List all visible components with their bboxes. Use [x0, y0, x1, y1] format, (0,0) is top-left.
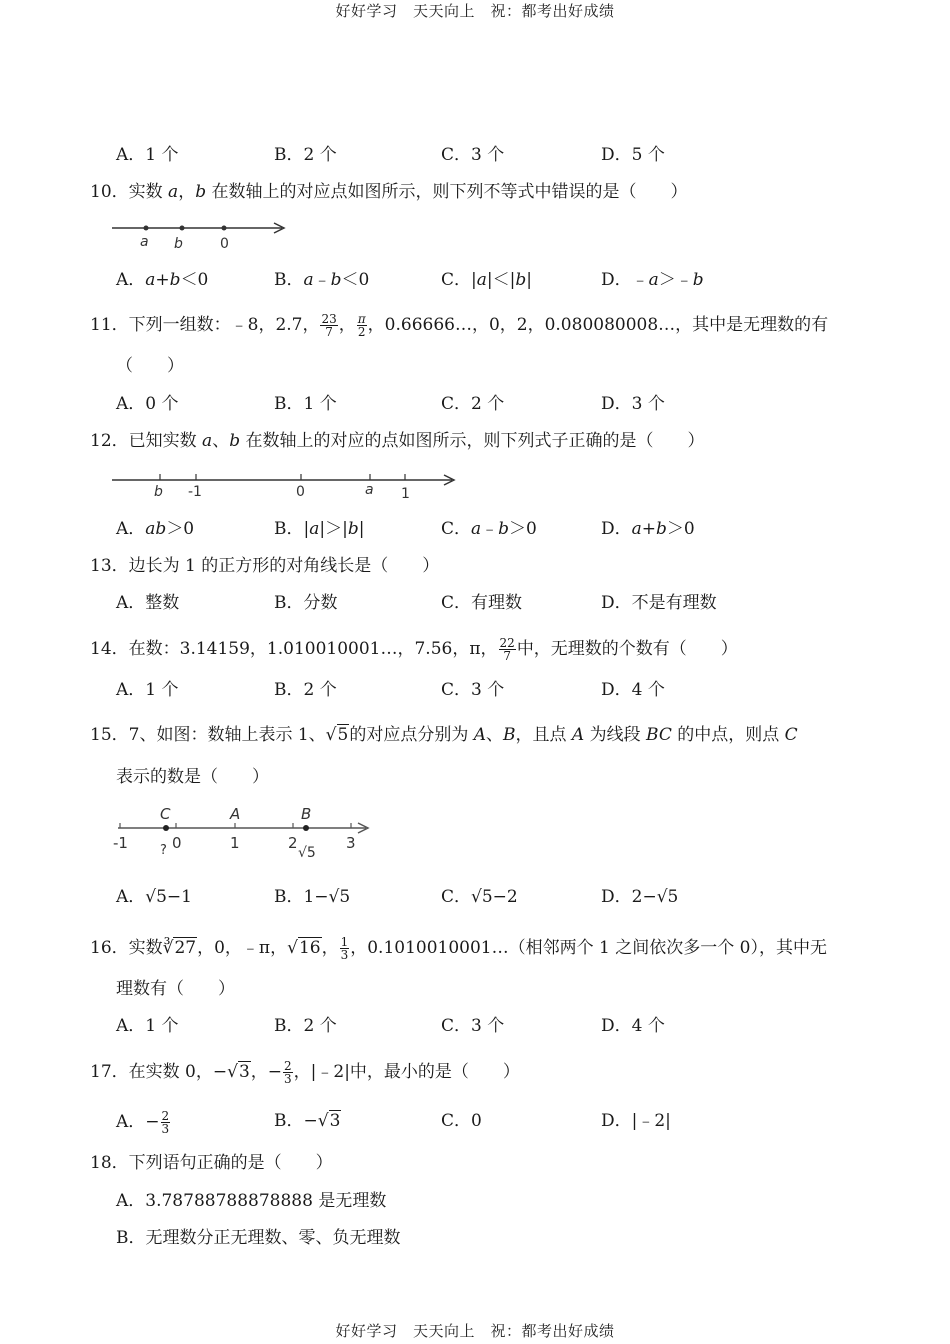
q14-option-c: C．3 个 [441, 680, 505, 700]
q12-number-line [110, 470, 460, 504]
q11-option-d: D．3 个 [601, 394, 665, 414]
q9-option-c: C．3 个 [441, 145, 505, 165]
axis-label-one: 1 [230, 834, 240, 852]
axis-label-a: A [230, 805, 241, 823]
q10-option-c: C．|a|＜|b| [441, 270, 532, 290]
axis-label-two: 2 [288, 834, 298, 852]
q16-stem-cont: 理数有（ ） [116, 979, 235, 999]
axis-label-neg-one: -1 [188, 484, 202, 500]
q18-option-a: A．3.78788788878888 是无理数 [116, 1191, 387, 1211]
q10-stem: 10．实数 a，b 在数轴上的对应点如图所示，则下列不等式中错误的是（ ） [90, 182, 688, 202]
q11-option-c: C．2 个 [441, 394, 505, 414]
axis-label-zero: 0 [296, 484, 305, 500]
q14-stem: 14．在数：3.14159，1.010010001…，7.56，π， $\frac{22}{7}$ 中，无理数的个数有（ ） [90, 636, 738, 663]
q17-option-c: C．0 [441, 1111, 482, 1131]
q16-option-a: A．1 个 [116, 1016, 179, 1036]
q17-option-d: D．|﹣2| [601, 1111, 671, 1131]
q11-option-b: B．1 个 [274, 394, 337, 414]
q12-option-b: B．|a|＞|b| [274, 519, 365, 539]
q15-option-c: C．√5−2 [441, 887, 518, 907]
q14-option-a: A．1 个 [116, 680, 179, 700]
axis-label-zero: 0 [172, 834, 182, 852]
axis-label-zero: 0 [220, 236, 229, 252]
q12-option-d: D．a+b＞0 [601, 519, 695, 539]
axis-label-neg-one: -1 [113, 834, 128, 852]
q15-option-d: D．2−√5 [601, 887, 679, 907]
q12-option-c: C．a﹣b＞0 [441, 519, 537, 539]
axis-label-question: ? [160, 843, 167, 858]
q11-stem: 11．下列一组数：﹣8，2.7， $\frac{23}{7}$ ， $\frac{\pi}{2}$ ，0.66666…，0，2，0.080080008…，其中是无理数的有 [90, 312, 829, 339]
q10-option-a: A．a+b＜0 [116, 270, 209, 290]
q11-option-a: A．0 个 [116, 394, 179, 414]
q9-option-b: B．2 个 [274, 145, 337, 165]
axis-label-b: B [301, 805, 312, 823]
q12-stem: 12．已知实数 a、b 在数轴上的对应的点如图所示，则下列式子正确的是（ ） [90, 431, 705, 451]
q13-option-c: C．有理数 [441, 593, 523, 613]
q13-option-a: A．整数 [116, 593, 180, 613]
q17-option-a: A．− $\frac{2}{3}$ [116, 1109, 170, 1136]
q16-option-c: C．3 个 [441, 1016, 505, 1036]
q13-option-b: B．分数 [274, 593, 338, 613]
q13-option-d: D．不是有理数 [601, 593, 717, 613]
q15-stem-cont: 表示的数是（ ） [116, 767, 269, 787]
axis-label-c: C [160, 805, 171, 823]
q14-option-d: D．4 个 [601, 680, 665, 700]
axis-label-b: b [154, 484, 163, 500]
q14-option-b: B．2 个 [274, 680, 337, 700]
axis-label-b: b [174, 236, 183, 252]
q17-option-b: B．−√3 [274, 1111, 341, 1131]
axis-label-a: a [365, 482, 374, 498]
q12-option-a: A．ab＞0 [116, 519, 195, 539]
q9-option-d: D．5 个 [601, 145, 665, 165]
q10-number-line [110, 218, 290, 254]
q16-stem: 16．实数∛27，0，﹣π，√16， $\frac{1}{3}$ ，0.1010010001…（相邻两个 1 之间依次多一个 0），其中无 [90, 935, 827, 962]
axis-label-sqrt5: √5 [298, 845, 316, 861]
q9-option-a: A．1 个 [116, 145, 179, 165]
q18-option-b: B．无理数分正无理数、零、负无理数 [116, 1228, 401, 1248]
q16-option-d: D．4 个 [601, 1016, 665, 1036]
page-header: 好好学习 天天向上 祝：都考出好成绩 [335, 2, 615, 20]
q16-option-b: B．2 个 [274, 1016, 337, 1036]
page-footer: 好好学习 天天向上 祝：都考出好成绩 [335, 1322, 615, 1340]
q15-option-b: B．1−√5 [274, 887, 351, 907]
axis-label-three: 3 [346, 834, 356, 852]
q17-stem: 17．在实数 0，−√3，− $\frac{2}{3}$ ，|﹣2|中，最小的是（ ） [90, 1059, 520, 1086]
q13-stem: 13．边长为 1 的正方形的对角线长是（ ） [90, 556, 440, 576]
axis-label-a: a [140, 234, 149, 250]
q10-option-d: D．﹣a＞﹣b [601, 270, 704, 290]
q18-stem: 18．下列语句正确的是（ ） [90, 1153, 333, 1173]
q10-option-b: B．a﹣b＜0 [274, 270, 370, 290]
axis-label-one: 1 [401, 486, 410, 502]
q11-stem-cont: （ ） [116, 356, 184, 376]
q15-stem: 15．7、如图：数轴上表示 1、√5的对应点分别为 A、B，且点 A 为线段 BC 的中点，则点 C [90, 725, 798, 745]
q15-option-a: A．√5−1 [116, 887, 192, 907]
q15-number-line [108, 802, 378, 862]
